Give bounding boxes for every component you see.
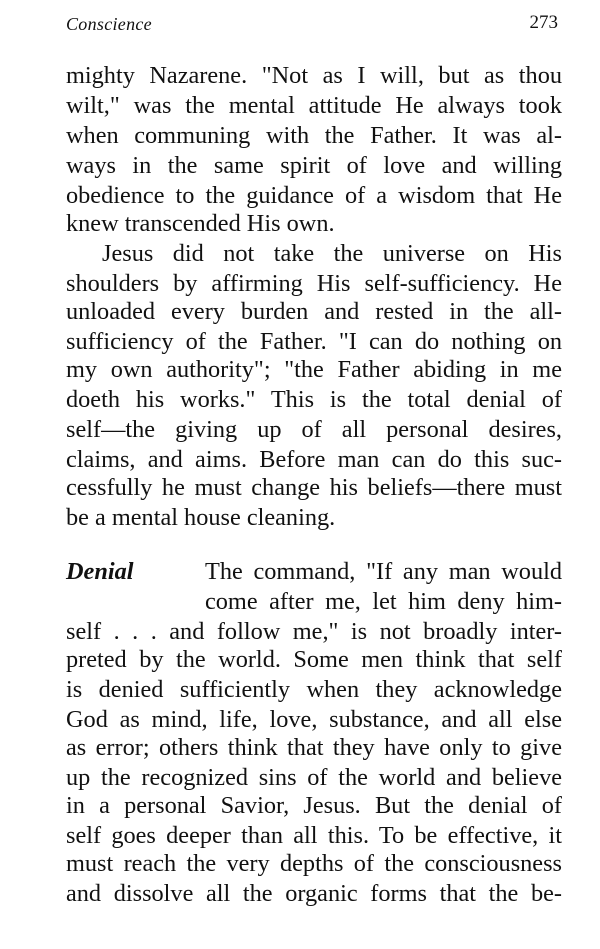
text-line: must reach the very depths of the consciousness — [66, 850, 562, 877]
text-line: my own authority"; "the Father abiding in me — [66, 356, 562, 383]
text-line: doeth his works." This is the total denial of — [66, 386, 562, 413]
text-line: claims, and aims. Before man can do this suc- — [66, 446, 562, 473]
text-line: knew transcended His own. — [66, 210, 335, 237]
text-line: The command, "If any man would — [205, 558, 562, 585]
text-line: preted by the world. Some men think that self — [66, 646, 562, 673]
text-line: self—the giving up of all personal desires, — [66, 416, 562, 443]
text-line: mighty Nazarene. "Not as I will, but as thou — [66, 62, 562, 89]
text-line: in a personal Savior, Jesus. But the denial of — [66, 792, 562, 819]
text-line: up the recognized sins of the world and believe — [66, 764, 562, 791]
text-line: when communing with the Father. It was al- — [66, 122, 562, 149]
text-line: come after me, let him deny him- — [205, 588, 562, 615]
section-side-heading: Denial — [66, 558, 134, 585]
running-head: Conscience — [66, 14, 152, 34]
text-line: cessfully he must change his beliefs—there must — [66, 474, 562, 501]
text-line: Jesus did not take the universe on His — [102, 240, 562, 267]
text-line: God as mind, life, love, substance, and all else — [66, 706, 562, 733]
text-line: shoulders by affirming His self-sufficiency. He — [66, 270, 562, 297]
text-line: be a mental house cleaning. — [66, 504, 336, 531]
text-line: self . . . and follow me," is not broadly inter- — [66, 618, 562, 645]
text-line: and dissolve all the organic forms that the be- — [66, 880, 562, 907]
page-number: 273 — [529, 12, 558, 33]
text-line: as error; others think that they have only to give — [66, 734, 562, 761]
text-line: sufficiency of the Father. "I can do nothing on — [66, 328, 562, 355]
text-line: wilt," was the mental attitude He always took — [66, 92, 562, 119]
text-line: is denied sufficiently when they acknowledge — [66, 676, 562, 703]
text-line: unloaded every burden and rested in the all- — [66, 298, 562, 325]
text-line: self goes deeper than all this. To be effective, it — [66, 822, 562, 849]
text-line: obedience to the guidance of a wisdom that He — [66, 182, 562, 209]
text-line: ways in the same spirit of love and willing — [66, 152, 562, 179]
